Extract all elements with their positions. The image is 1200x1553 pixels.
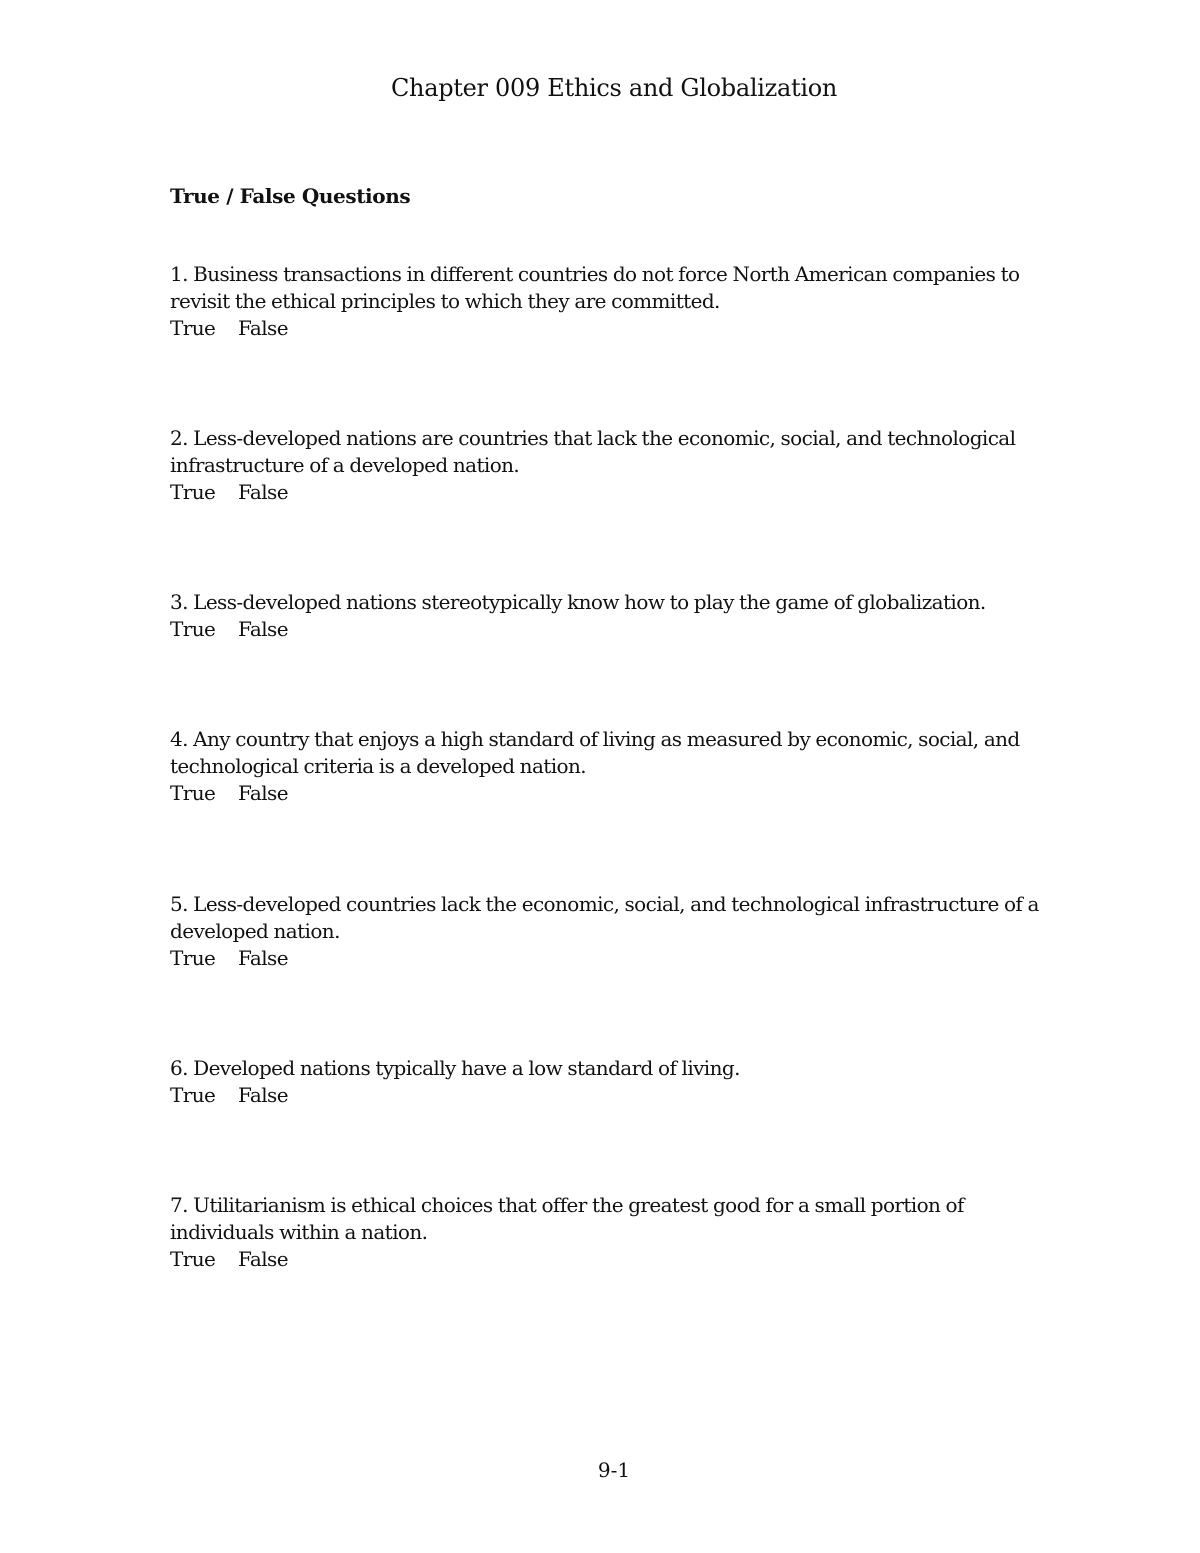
question-line: developed nation. (170, 919, 340, 943)
question-line: 7. Utilitarianism is ethical choices that offer the greatest good for a small portion of (170, 1193, 964, 1217)
answer-options (170, 315, 1050, 342)
question-3 (170, 589, 1050, 643)
option-true: True (170, 1247, 216, 1271)
answer-options (170, 616, 1050, 643)
page-number: 9-1 (597, 1458, 631, 1482)
option-false: False (238, 480, 288, 504)
question-line: individuals within a nation. (170, 1220, 428, 1244)
answer-options (170, 780, 1050, 807)
option-true: True (170, 617, 216, 641)
option-true: True (170, 316, 216, 340)
question-line: 4. Any country that enjoys a high standard of living as measured by economic, social, and (170, 727, 1020, 751)
question-2 (170, 425, 1050, 506)
option-true: True (170, 781, 216, 805)
option-true: True (170, 1083, 216, 1107)
section-heading: True / False Questions (170, 184, 411, 208)
question-line: 5. Less-developed countries lack the economic, social, and technological infrastructure of a (170, 892, 1039, 916)
option-true: True (170, 946, 216, 970)
answer-options (170, 945, 1050, 972)
question-5 (170, 891, 1050, 972)
question-line: 3. Less-developed nations stereotypically know how to play the game of globalization. (170, 590, 986, 614)
question-line: technological criteria is a developed nation. (170, 754, 586, 778)
option-false: False (238, 781, 288, 805)
question-line: revisit the ethical principles to which they are committed. (170, 289, 720, 313)
question-line: 2. Less-developed nations are countries that lack the economic, social, and technological (170, 426, 1016, 450)
answer-options (170, 1246, 1050, 1273)
option-false: False (238, 1083, 288, 1107)
question-7 (170, 1192, 1050, 1273)
page-title: Chapter 009 Ethics and Globalization (390, 74, 838, 102)
option-false: False (238, 617, 288, 641)
question-line: 1. Business transactions in different countries do not force North American companies to (170, 262, 1020, 286)
question-6 (170, 1055, 1050, 1109)
question-line: 6. Developed nations typically have a low standard of living. (170, 1056, 740, 1080)
answer-options (170, 1082, 1050, 1109)
option-false: False (238, 946, 288, 970)
question-1 (170, 261, 1050, 342)
option-false: False (238, 1247, 288, 1271)
option-true: True (170, 480, 216, 504)
question-line: infrastructure of a developed nation. (170, 453, 520, 477)
option-false: False (238, 316, 288, 340)
answer-options (170, 479, 1050, 506)
question-4 (170, 726, 1050, 807)
